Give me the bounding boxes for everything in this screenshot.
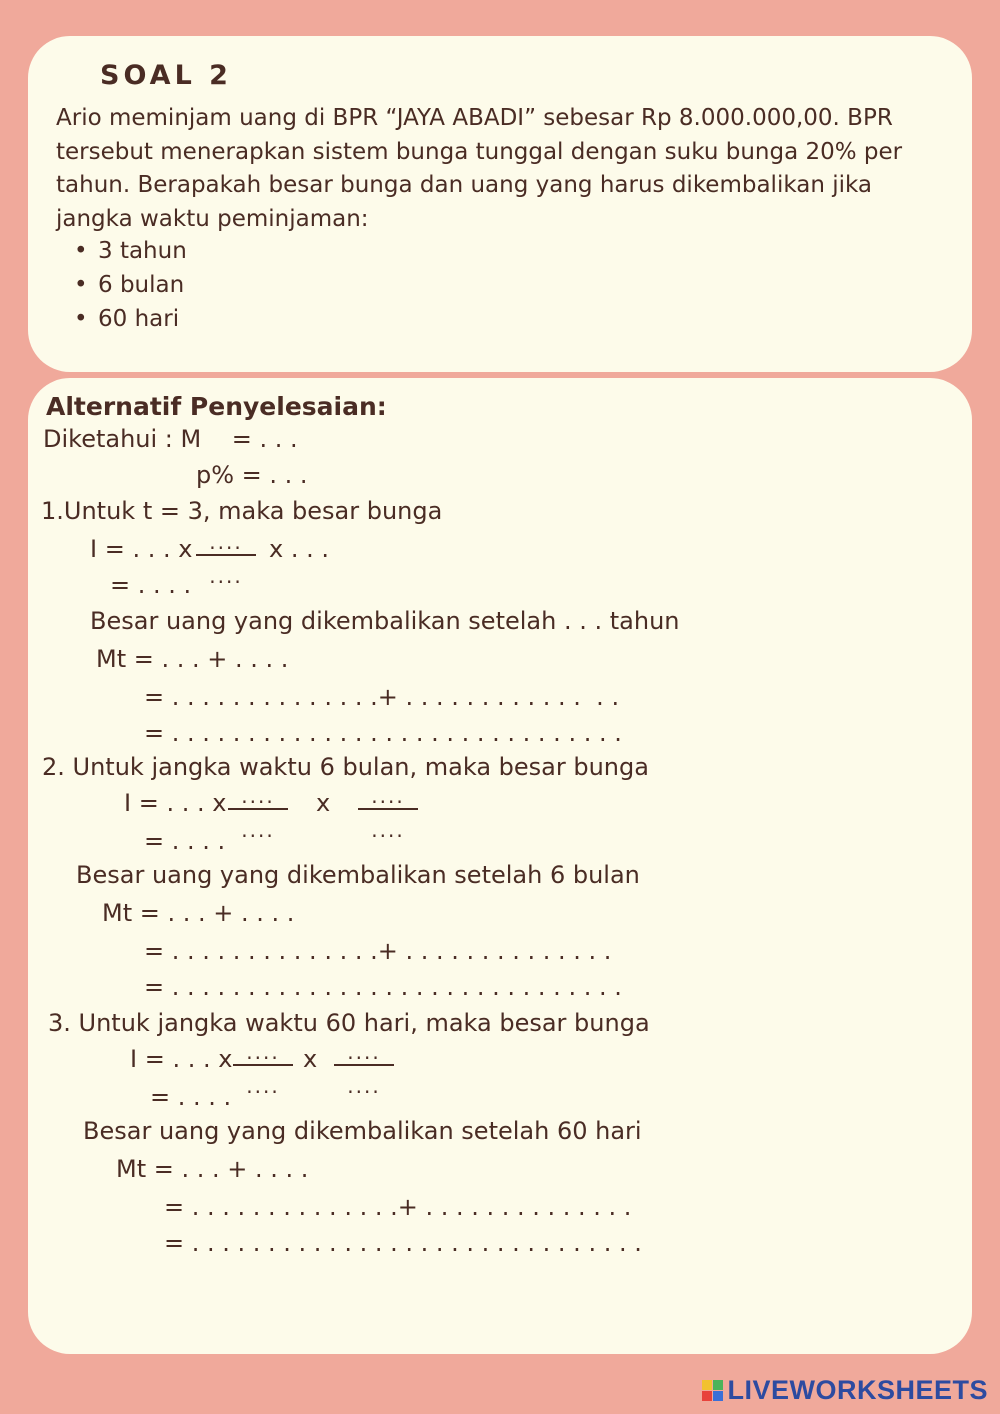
part3-mt: Mt = . . . + . . . . [116, 1155, 309, 1183]
logo-square-v [702, 1391, 712, 1401]
part3-interest-line: I = . . . x [130, 1045, 233, 1073]
fraction-bar [196, 554, 256, 556]
part1-mt-line3[interactable]: = . . . . . . . . . . . . . . . . . . . . . . . . . . . . . . [144, 719, 622, 747]
part2-interest-result[interactable]: = . . . . [144, 827, 226, 855]
part3-title: 3. Untuk jangka waktu 60 hari, maka besar bunga [48, 1009, 650, 1037]
logo-text: LIVEWORKSHEETS [727, 1375, 988, 1405]
fraction-bar [334, 1064, 394, 1066]
list-item: • 60 hari [74, 302, 187, 336]
part1-interest-tail: x . . . [269, 535, 329, 563]
fraction-denominator[interactable]: .... [209, 564, 243, 588]
part2-mt: Mt = . . . + . . . . [102, 899, 295, 927]
part2-times-sign: x [316, 789, 331, 817]
fraction-numerator[interactable]: .... [246, 1040, 280, 1064]
part2-mt-line3[interactable]: = . . . . . . . . . . . . . . . . . . . . . . . . . . . . . . [144, 973, 622, 1001]
part1-mt: Mt = . . . + . . . . [96, 645, 289, 673]
fraction-numerator[interactable]: .... [371, 784, 405, 808]
part3-mt-line2[interactable]: = . . . . . . . . . . . . . .+ . . . . . . . . . . . . . . [164, 1193, 632, 1221]
known-rate: p% = . . . [196, 461, 308, 489]
part1-return-title: Besar uang yang dikembalikan setelah . . . tahun [90, 607, 680, 635]
problem-card [28, 36, 972, 372]
part3-fraction-2 [334, 1040, 394, 1098]
part1-mt-line2[interactable]: = . . . . . . . . . . . . . .+ . . . . . . . . . . . . . . [144, 683, 620, 711]
part2-mt-line2[interactable]: = . . . . . . . . . . . . . .+ . . . . . . . . . . . . . . [144, 937, 612, 965]
part3-fraction-1 [233, 1040, 293, 1098]
part1-interest-line: I = . . . x [90, 535, 193, 563]
problem-title: SOAL 2 [100, 60, 232, 91]
part2-fraction-1 [228, 784, 288, 842]
list-item: • 6 bulan [74, 268, 187, 302]
part2-interest-line: I = . . . x [124, 789, 227, 817]
part2-fraction-2 [358, 784, 418, 842]
logo-square-l [702, 1380, 712, 1390]
part3-return-title: Besar uang yang dikembalikan setelah 60 hari [83, 1117, 642, 1145]
part1-interest-result[interactable]: = . . . . [110, 571, 192, 599]
fraction-denominator[interactable]: .... [241, 818, 275, 842]
fraction-numerator[interactable]: .... [347, 1040, 381, 1064]
fraction-denominator[interactable]: .... [347, 1074, 381, 1098]
fraction-numerator[interactable]: .... [241, 784, 275, 808]
part1-title: 1.Untuk t = 3, maka besar bunga [41, 497, 443, 525]
known-values: Diketahui : M = . . . [43, 425, 298, 453]
fraction-bar [228, 808, 288, 810]
part1-fraction [196, 530, 256, 588]
fraction-numerator[interactable]: .... [209, 530, 243, 554]
part3-mt-line3[interactable]: = . . . . . . . . . . . . . . . . . . . . . . . . . . . . . . [164, 1229, 642, 1257]
logo-square-e [713, 1391, 723, 1401]
part3-times-sign: x [303, 1045, 318, 1073]
part2-title: 2. Untuk jangka waktu 6 bulan, maka besar bunga [42, 753, 649, 781]
loan-duration-list [74, 234, 187, 336]
solution-card [28, 378, 972, 1354]
fraction-bar [233, 1064, 293, 1066]
liveworksheets-logo-icon [702, 1380, 723, 1401]
fraction-denominator[interactable]: .... [246, 1074, 280, 1098]
part2-return-title: Besar uang yang dikembalikan setelah 6 bulan [76, 861, 640, 889]
problem-text: Ario meminjam uang di BPR “JAYA ABADI” sebesar Rp 8.000.000,00. BPR tersebut menerapkan sistem bunga tunggal dengan suku bunga 20% per tahun. Berapakah besar bunga dan uang yang harus dikembalikan jika jangka waktu peminjaman: [56, 105, 903, 232]
solution-heading: Alternatif Penyelesaian: [46, 392, 387, 421]
fraction-bar [358, 808, 418, 810]
fraction-denominator[interactable]: .... [371, 818, 405, 842]
list-item: • 3 tahun [74, 234, 187, 268]
part3-interest-result[interactable]: = . . . . [150, 1083, 232, 1111]
liveworksheets-logo[interactable] [702, 1375, 988, 1406]
logo-square-i [713, 1380, 723, 1390]
